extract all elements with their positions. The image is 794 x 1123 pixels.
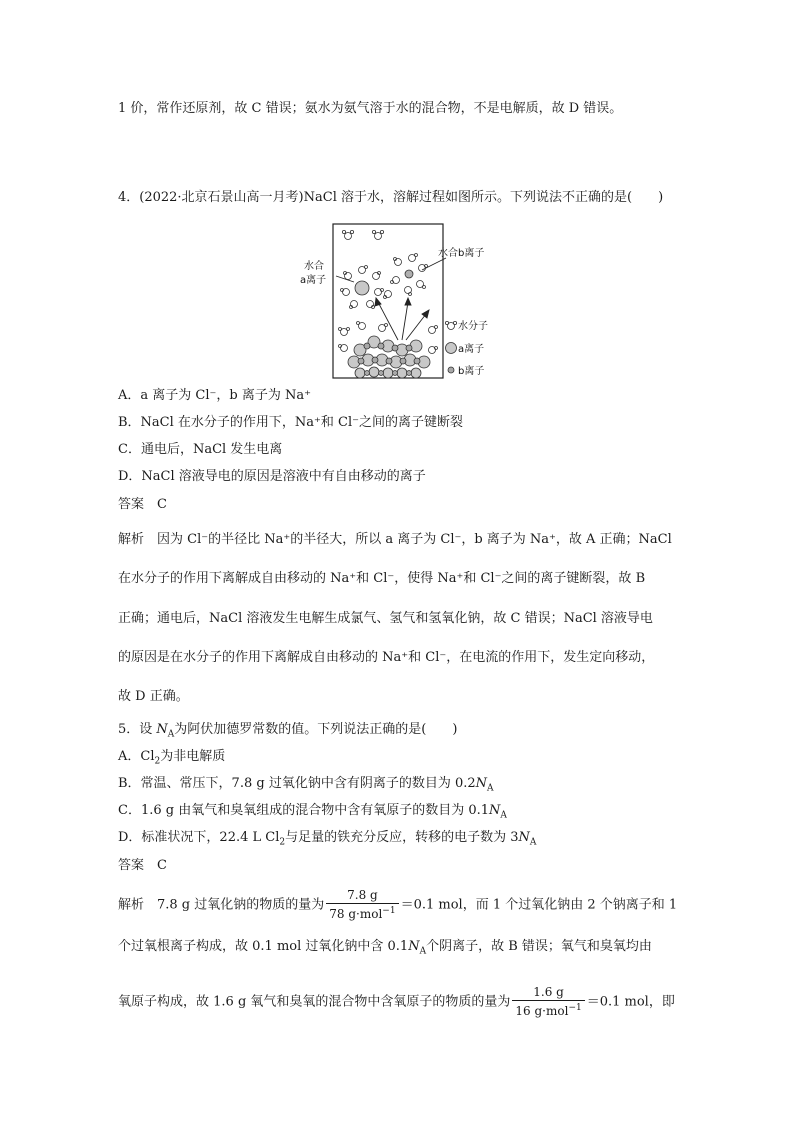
fraction-1-den-text: 78 g·mol xyxy=(329,907,383,921)
q5-d-sub2: 2 xyxy=(279,837,286,848)
q5-d-sub: A xyxy=(529,837,537,848)
fraction-2-exp: −1 xyxy=(568,1003,582,1013)
q5-c-n: N xyxy=(489,803,501,818)
q5-exp3-post: ＝0.1 mol，即 xyxy=(586,994,675,1010)
question-4-stem: 4．(2022·北京石景山高一月考)NaCl 溶于水，溶解过程如图所示。下列说法不正确的是( ) xyxy=(118,190,664,205)
nacl-crystal xyxy=(348,336,430,378)
fraction-1 xyxy=(326,888,398,922)
q5-answer: 答案 C xyxy=(118,858,167,873)
q5-exp1-pre: 解析 7.8 g 过氧化钠的物质的量为 xyxy=(118,897,325,913)
q4-option-b: B．NaCl 在水分子的作用下，Na⁺和 Cl⁻之间的离子键断裂 xyxy=(118,415,464,430)
q5-option-a xyxy=(118,748,225,771)
q5-exp3-pre: 氧原子构成，故 1.6 g 氧气和臭氧的混合物中含氧原子的物质的量为 xyxy=(118,994,511,1010)
q4-explanation-4: 的原因是在水分子的作用下离解成自由移动的 Na⁺和 Cl⁻，在电流的作用下，发生定向移动， xyxy=(118,650,655,665)
q4-explanation-2: 在水分子的作用下离解成自由移动的 Na⁺和 Cl⁻，使得 Na⁺和 Cl⁻之间的离子键断裂，故 B xyxy=(118,571,646,586)
label-hydrated-a-1: 水合 xyxy=(304,261,324,272)
q4-option-a: A．a 离子为 Cl⁻，b 离子为 Na⁺ xyxy=(118,388,311,403)
nacl-dissolution-figure xyxy=(298,222,498,382)
question-5-stem xyxy=(118,721,457,744)
q4-option-c: C．通电后，NaCl 发生电离 xyxy=(118,442,283,457)
fraction-1-exp: −1 xyxy=(382,906,396,916)
q5-option-d xyxy=(118,829,536,852)
legend-water-icon xyxy=(445,321,456,329)
q5-a-pre: A．Cl xyxy=(118,749,155,764)
q5-option-b xyxy=(118,775,494,798)
hydrated-b-ion xyxy=(405,270,413,278)
fraction-1-num: 7.8 g xyxy=(326,888,398,904)
q4-explanation-3: 正确；通电后，NaCl 溶液发生电解生成氯气、氢气和氢氧化钠，故 C 错误；NaCl 溶液导电 xyxy=(118,611,653,626)
q4-explanation-5: 故 D 正确。 xyxy=(118,689,189,704)
fraction-2 xyxy=(512,985,584,1019)
q4-answer: 答案 C xyxy=(118,497,167,512)
q5-exp2-pre: 个过氧根离子构成，故 0.1 mol 过氧化钠中含 0.1 xyxy=(118,939,409,954)
water-molecules-top xyxy=(342,230,383,239)
q5-stem-post: 为阿伏加德罗常数的值。下列说法正确的是( ) xyxy=(174,722,458,737)
legend-water-label: 水分子 xyxy=(458,321,488,332)
fraction-2-den xyxy=(512,1001,584,1019)
legend-a-label: a离子 xyxy=(458,344,485,355)
q5-b-sub: A xyxy=(487,783,494,794)
fraction-1-den xyxy=(326,904,398,922)
avogadro-sub: A xyxy=(167,729,175,740)
q5-exp2-post: 个阴离子，故 B 错误；氧气和臭氧均由 xyxy=(426,939,652,954)
q5-explanation-2 xyxy=(118,938,652,961)
q5-c-text: C．1.6 g 由氧气和臭氧组成的混合物中含有氧原子的数目为 0.1 xyxy=(118,803,490,818)
legend-a-icon xyxy=(446,343,457,354)
q5-b-n: N xyxy=(475,776,487,791)
q5-d-n: N xyxy=(518,830,530,845)
q5-a-sub: 2 xyxy=(154,756,161,767)
beaker-box xyxy=(333,224,443,378)
q5-explanation-1 xyxy=(118,888,677,922)
q5-c-sub: A xyxy=(500,810,507,821)
q5-a-post: 为非电解质 xyxy=(160,749,226,764)
legend-b-icon xyxy=(448,367,454,373)
q5-option-c xyxy=(118,802,507,825)
q5-exp2-n: N xyxy=(408,939,420,954)
q5-stem-pre: 5．设 xyxy=(118,722,157,737)
text-line-1: 1 价，常作还原剂，故 C 错误；氨水为氨气溶于水的混合物，不是电解质，故 D 错误。 xyxy=(118,101,623,116)
q4-option-d: D．NaCl 溶液导电的原因是溶液中有自由移动的离子 xyxy=(118,469,426,484)
dissolution-arrows xyxy=(375,298,429,340)
q5-exp1-mid: ＝0.1 mol，而 1 个过氧化钠由 2 个钠离子和 1 xyxy=(400,897,678,913)
q5-d-post: 与足量的铁充分反应，转移的电子数为 3 xyxy=(285,830,519,845)
q5-b-text: B．常温、常压下，7.8 g 过氧化钠中含有阴离子的数目为 0.2 xyxy=(118,776,476,791)
fraction-2-den-text: 16 g·mol xyxy=(515,1004,569,1018)
fraction-2-num: 1.6 g xyxy=(512,985,584,1001)
legend-b-label: b离子 xyxy=(458,366,485,377)
avogadro-n: N xyxy=(156,722,168,737)
q5-explanation-3 xyxy=(118,985,675,1019)
q4-explanation-1: 解析 因为 Cl⁻的半径比 Na⁺的半径大，所以 a 离子为 Cl⁻，b 离子为 Na⁺，故 A 正确；NaCl xyxy=(118,532,672,547)
q5-exp2-sub: A xyxy=(419,946,427,957)
hydrated-a-ion xyxy=(355,281,369,295)
label-hydrated-b: 水合b离子 xyxy=(438,248,485,259)
label-hydrated-a-2: a离子 xyxy=(300,275,327,286)
q5-d-pre: D．标准状况下，22.4 L Cl xyxy=(118,830,280,845)
